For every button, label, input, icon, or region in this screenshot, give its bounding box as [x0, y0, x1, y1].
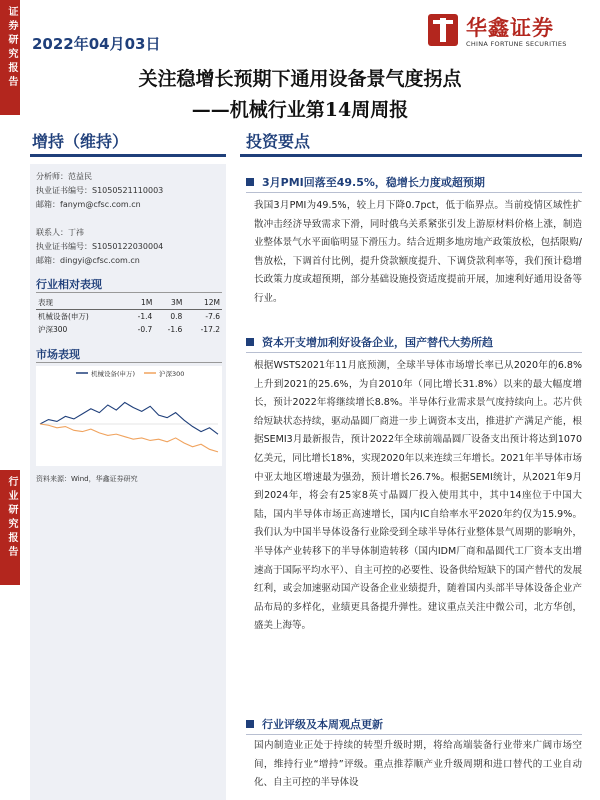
market-divider [36, 362, 222, 363]
table-row [36, 323, 222, 336]
table-cell: -1.4 [137, 312, 153, 321]
report-date: 2022年04月03日 [32, 35, 161, 53]
sidebar-mid-label: 行业研究报告 [6, 476, 17, 560]
section-body-2 [254, 357, 582, 636]
logo-name-cn: 华鑫证券 [466, 16, 554, 40]
table-header: 表现 [36, 296, 124, 310]
divider-right [240, 154, 582, 157]
report-subtitle: ——机械行业第14周周报 [191, 99, 409, 121]
table-cell: -17.2 [200, 325, 220, 334]
section-title-text: 行业评级及本周观点更新 [262, 718, 383, 731]
table-header: 3M [154, 296, 184, 310]
industry-rating: 增持（维持） [32, 132, 129, 151]
report-title: 关注稳增长预期下通用设备景气度拐点 [138, 68, 462, 90]
section-title-text: 3月PMI回落至49.5%，稳增长力度或超预期 [262, 176, 485, 189]
chart-background [36, 366, 222, 466]
section-title-text: 资本开支增加利好设备企业，国产替代大势所趋 [262, 336, 493, 349]
section-paragraph: 根据WSTS2021年11月底预测，全球半导体市场增长率已从2020年的6.8%上升到2021的25.6%，为自2010年（同比增长31.8%）以来的最大幅度增长，预计2022年将继续增长8.8%。半导体行业需求景气度持续向上。芯片供给短缺状态持续，驱动晶圆厂商进一步上调资本支出，推进扩产满足产能，根据SEMI3月最新报告，预计2022年全球前端晶圆厂设备支出预计将达到1070亿美元，同比增长18%，实现2020年以来连续三年增长。2021年半导体市场中亚太地区增速最为强劲，预计增长26.7%。根据SEMI统计，从2021年9月到2024年，将会有25家8英寸晶圆厂投入使用其中，其中14座位于中国大陆，国内半导体市场正高速增长，国内IC自给率水平2020年约仅为15.9%。我们认为中国半导体设备行业除受到全球半导体行业整体景气周期的影响外，半导体产业转移下的半导体制造转移（国内IDM厂商和晶圆代工厂资本支出增速高于国际平均水平）、自主可控的必要性、设备供给短缺下的国产替代的发展红利，或会加速驱动国产设备企业业绩提升，随着国内头部半导体设备企业产品布局的多样化，业绩更具备提升弹性。建议重点关注中微公司，北方华创，盛美上海等。 [254, 360, 582, 632]
section-divider [246, 734, 582, 735]
market-title: 市场表现 [36, 348, 80, 361]
table-row [36, 310, 222, 324]
logo-name-en: CHINA FORTUNE SECURITIES [466, 40, 567, 48]
section-title-3 [246, 716, 383, 732]
investment-heading: 投资要点 [246, 132, 311, 151]
section-title-1 [246, 174, 485, 190]
sidebar-tag-mid [0, 470, 20, 585]
table-header-row [36, 296, 222, 310]
section-divider [246, 352, 582, 353]
section-body-1 [254, 197, 582, 309]
contact-email: 邮箱：dingyi@cfsc.com.cn [36, 256, 140, 265]
legend-label-1: 机械设备(申万) [91, 370, 136, 378]
company-logo [428, 8, 588, 54]
section-paragraph: 我国3月PMI为49.5%，较上月下降0.7pct，低于临界点。当前疫情区域性扩散冲击经济导致需求下滑，同时俄乌关系紧张引发上游原材料价格上涨，制造业整体景气水平面临明显下滑压力。结合近期多地房地产政策放松，包括限购/售放松，下调首付比例，提升贷款额度提升、下调贷款利率等，我们预计稳增长政策力度或超预期，部分基础设施投资适度提前开展，加速利好通用设备等行业。 [254, 200, 582, 304]
table-header: 1M [124, 296, 154, 310]
bullet-square-icon [246, 178, 254, 186]
legend-label-2: 沪深300 [159, 370, 185, 378]
bullet-square-icon [246, 338, 254, 346]
logo-mark-icon [428, 14, 458, 46]
analyst-email: 邮箱：fanym@cfsc.com.cn [36, 200, 141, 209]
sidebar-top-label: 证券研究报告 [6, 6, 17, 90]
analyst-name: 分析师：范益民 [36, 172, 92, 181]
section-body-3 [254, 737, 582, 793]
divider-left [30, 154, 226, 157]
contact-name: 联系人：丁祎 [36, 228, 84, 237]
contact-license: 执业证书编号：S1050122030004 [36, 242, 164, 251]
section-paragraph: 国内制造业正处于持续的转型升级时期，将给高端装备行业带来广阔市场空间，维持行业“增持”评级。重点推荐顺产业升级周期和进口替代的工业自动化、自主可控的半导体设 [254, 740, 582, 789]
table-cell: 0.8 [170, 312, 183, 321]
market-chart [36, 366, 222, 466]
table-header: 12M [184, 296, 222, 310]
table-cell: 沪深300 [38, 325, 68, 334]
bullet-square-icon [246, 720, 254, 728]
analyst-license: 执业证书编号：S1050521110003 [36, 186, 164, 195]
performance-title: 行业相对表现 [36, 278, 102, 291]
table-cell: -0.7 [137, 325, 153, 334]
performance-table [36, 296, 222, 336]
section-title-2 [246, 334, 493, 350]
chart-source: 资料来源：Wind，华鑫证券研究 [36, 475, 138, 483]
table-cell: -7.6 [205, 312, 220, 321]
table-cell: 机械设备(申万) [38, 312, 89, 321]
section-divider [246, 192, 582, 193]
chart-legend [76, 369, 184, 378]
performance-divider [36, 292, 222, 293]
table-cell: -1.6 [167, 325, 183, 334]
